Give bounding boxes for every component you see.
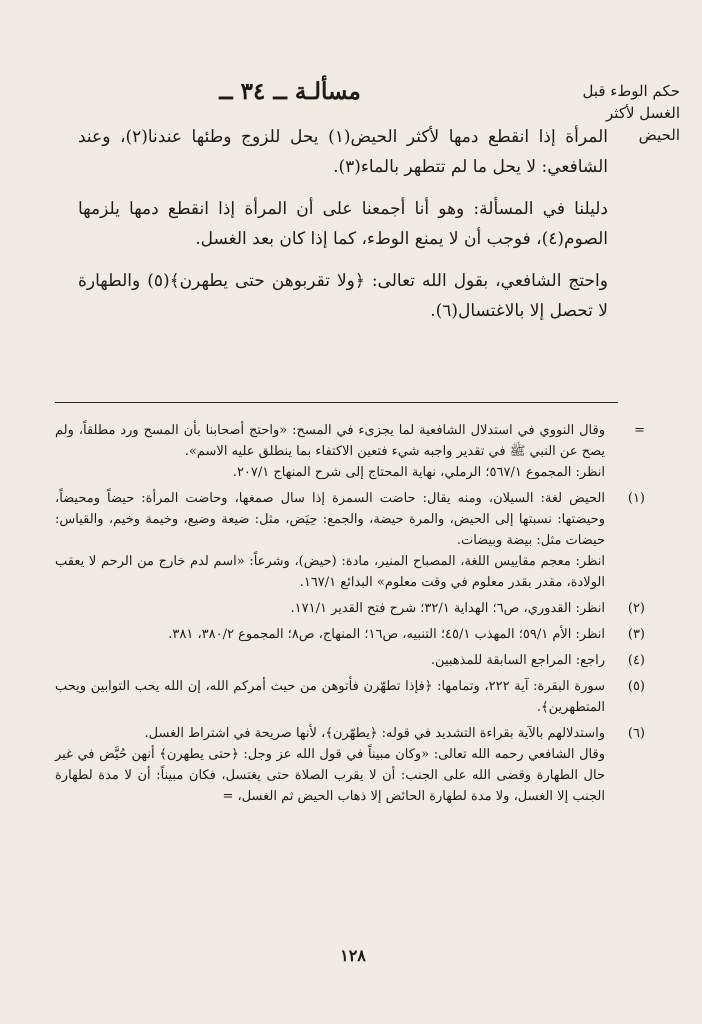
margin-note-line: حكم الوطء قبل	[582, 82, 680, 100]
main-paragraph: دليلنا في المسألة: وهو أنا أجمعنا على أن المرأة إذا انقطع دمها يلزمها الصوم(٤)، فوجب أن لا يمنع الوطء، كما إذا كان بعد الغسل.	[78, 199, 608, 249]
margin-note-line: الحيض	[638, 126, 680, 144]
footnote-6	[55, 723, 645, 807]
footnote-5	[55, 676, 645, 718]
main-paragraph: واحتج الشافعي، بقول الله تعالى: ﴿ولا تقربوهن حتى يطهرن﴾(٥) والطهارة لا تحصل إلا بالاغتسال(٦).	[78, 271, 608, 321]
footnote-line: انظر: الأم ٥٩/١؛ المهذب ٤٥/١؛ التنبيه، ص١٦؛ المنهاج، ص٨؛ المجموع ٣٨٠/٢، ٣٨١.	[168, 627, 605, 642]
main-paragraph: المرأة إذا انقطع دمها لأكثر الحيض(١) يحل للزوج وطئها عندنا(٢)، وعند الشافعي: لا يحل ما لم تتطهر بالماء(٣).	[78, 127, 609, 177]
footnote-number: (٥)	[627, 679, 645, 694]
footnote-number: (٢)	[627, 601, 645, 616]
footnote-number: (١)	[627, 491, 645, 506]
footnote-line: وقال الشافعي رحمه الله تعالى: «وكان مبيناً في قول الله عز وجل: ﴿حتى يطهرن﴾ أنهن حُيَّض في غير حال الطهارة وقضى الله على الجنب: أن لا يقرب الصلاة حتى يغتسل، فكان مبيناً: أن لا مدة لطهارة الجنب إلا الغسل، ولا مدة لطهارة الحائض إلا ذهاب الحيض ثم الغسل، =	[55, 747, 605, 804]
footnote-number: (٣)	[627, 627, 645, 642]
footnote-line: انظر: المجموع ٥٦٧/١؛ الرملي، نهاية المحتاج إلى شرح المنهاج ٢٠٧/١.	[232, 465, 605, 480]
margin-note-line: الغسل لأكثر	[606, 104, 680, 122]
page-number: ١٢٨	[340, 946, 366, 965]
footnote-1	[55, 488, 645, 593]
footnote-line: انظر: معجم مقاييس اللغة، المصباح المنير، مادة: (حيض)، وشرعاً: «اسم لدم خارج من الرحم لا يعقب الولادة، مقدر بقدر معلوم في وقت معلوم» البدائع ١٦٧/١.	[55, 554, 605, 590]
continued-footnote	[55, 420, 645, 483]
footnote-number: (٦)	[627, 726, 645, 741]
footnote-2	[55, 598, 645, 619]
issue-heading: مسألـة ــ ٣٤ ــ	[219, 78, 361, 105]
footnote-line: واستدلالهم بالآية بقراءة التشديد في قوله: ﴿يطهّرن﴾، لأنها صريحة في اشتراط الغسل.	[144, 726, 605, 741]
footnote-line: الحيض لغة: السيلان، ومنه يقال: حاضت السمرة إذا سال صمغها، وحاضت المرأة: حيضاً ومحيضاً، وحيضتها: نسبتها إلى الحيض، والمرة حيضة، والجمع: حِيَض، مثل: ضيعة وضيع، وخيمة وخيم، والقياس: حيضات مثل: بيضة وبيضات.	[55, 491, 605, 548]
footnote-divider	[55, 402, 618, 403]
footnote-line: راجع: المراجع السابقة للمذهبين.	[430, 653, 605, 668]
footnote-number: (٤)	[627, 653, 645, 668]
main-text	[78, 122, 608, 338]
footnote-3	[55, 624, 645, 645]
continuation-mark: =	[634, 423, 645, 438]
footnote-line: انظر: القدوري، ص٦؛ الهداية ٣٢/١؛ شرح فتح القدير ١٧١/١.	[290, 601, 605, 616]
footnote-line: سورة البقرة: آية ٢٢٢، وتمامها: ﴿فإذا تطهّرن فأتوهن من حيث أمركم الله، إن الله يحب التوابين ويحب المتطهرين﴾.	[55, 679, 606, 715]
footnote-4	[55, 650, 645, 671]
footnotes	[55, 420, 645, 812]
footnote-line: وقال النووي في استدلال الشافعية لما يجزىء في المسح: «واحتج أصحابنا بأن المسح ورد مطلقاً، ولم يصح عن النبي ﷺ في تقدير واجبه شيء فتعين الاكتفاء بما ينطلق عليه الاسم».	[55, 423, 605, 459]
